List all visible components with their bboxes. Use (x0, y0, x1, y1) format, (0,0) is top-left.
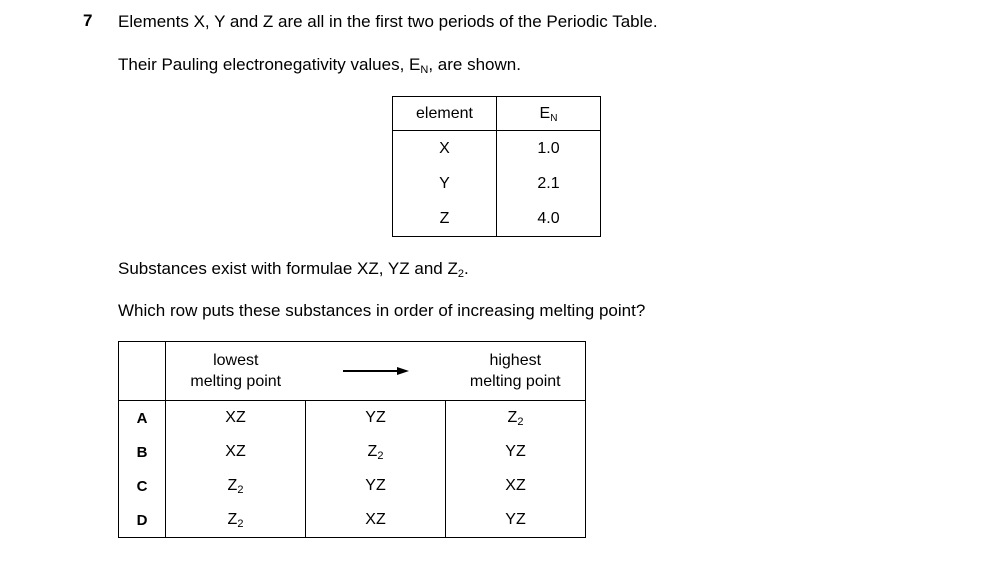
option-row-b[interactable] (119, 435, 586, 469)
substances-sentence (118, 259, 469, 279)
en-value-cell: 1.0 (497, 131, 601, 167)
en-value-cell: 2.1 (497, 166, 601, 201)
option-cell-lowest (166, 435, 306, 469)
table-row (393, 201, 601, 237)
option-cell-highest (446, 503, 586, 538)
formula: XZ (365, 511, 386, 528)
option-cell-middle (306, 435, 446, 469)
right-arrow-icon (343, 366, 409, 376)
highest-label-line2: melting point (469, 373, 561, 390)
key-header-cell (119, 342, 166, 401)
formula: Z (227, 511, 238, 528)
formula: Z (507, 409, 518, 426)
formula-sub: 2 (237, 518, 244, 530)
formula: XZ (225, 443, 246, 460)
lowest-label-line1: lowest (213, 352, 259, 369)
question-prompt: Which row puts these substances in order of increasing melting point? (118, 301, 646, 320)
lowest-header (166, 342, 306, 401)
sentence-prefix: Their Pauling electronegativity values, E (118, 55, 421, 74)
formula: Z (367, 443, 378, 460)
option-key: A (119, 401, 166, 436)
option-cell-highest (446, 435, 586, 469)
answer-options-table (118, 341, 586, 538)
option-key: C (119, 469, 166, 503)
option-cell-lowest (166, 469, 306, 503)
option-row-c[interactable] (119, 469, 586, 503)
option-cell-lowest (166, 503, 306, 538)
option-cell-middle (306, 401, 446, 436)
table-row (393, 131, 601, 167)
substances-subscript: 2 (457, 268, 464, 280)
formula: XZ (225, 409, 246, 426)
electronegativity-table (392, 96, 601, 237)
highest-label-line1: highest (489, 352, 542, 369)
en-header-main: E (539, 104, 551, 122)
element-cell: Z (393, 201, 497, 237)
en-column-header (497, 97, 601, 131)
sentence-subscript: N (420, 64, 429, 76)
element-cell: Y (393, 166, 497, 201)
formula-sub: 2 (237, 484, 244, 496)
sentence-suffix: , are shown. (428, 55, 521, 74)
formula: Z (227, 477, 238, 494)
option-cell-highest (446, 469, 586, 503)
option-cell-middle (306, 469, 446, 503)
substances-prefix: Substances exist with formulae XZ, YZ and Z (118, 259, 458, 278)
option-cell-highest (446, 401, 586, 436)
option-key: D (119, 503, 166, 538)
option-cell-lowest (166, 401, 306, 436)
question-intro: Elements X, Y and Z are all in the first two periods of the Periodic Table. (118, 12, 658, 31)
option-key: B (119, 435, 166, 469)
element-column-header: element (393, 97, 497, 131)
en-value-cell: 4.0 (497, 201, 601, 237)
arrow-header (306, 342, 446, 401)
formula: YZ (505, 443, 526, 460)
en-header-sub: N (550, 112, 558, 124)
formula: YZ (365, 477, 386, 494)
option-row-a[interactable] (119, 401, 586, 436)
formula: XZ (505, 477, 526, 494)
formula-sub: 2 (377, 450, 384, 462)
formula-sub: 2 (517, 416, 524, 428)
formula: YZ (365, 409, 386, 426)
element-cell: X (393, 131, 497, 167)
question-number: 7 (83, 11, 93, 30)
option-cell-middle (306, 503, 446, 538)
option-row-d[interactable] (119, 503, 586, 538)
highest-header (446, 342, 586, 401)
formula: YZ (505, 511, 526, 528)
lowest-label-line2: melting point (190, 373, 282, 390)
table-row (393, 166, 601, 201)
substances-suffix: . (463, 259, 469, 278)
table-header-row (393, 97, 601, 131)
electronegativity-sentence (118, 55, 521, 75)
options-header-row (119, 342, 586, 401)
